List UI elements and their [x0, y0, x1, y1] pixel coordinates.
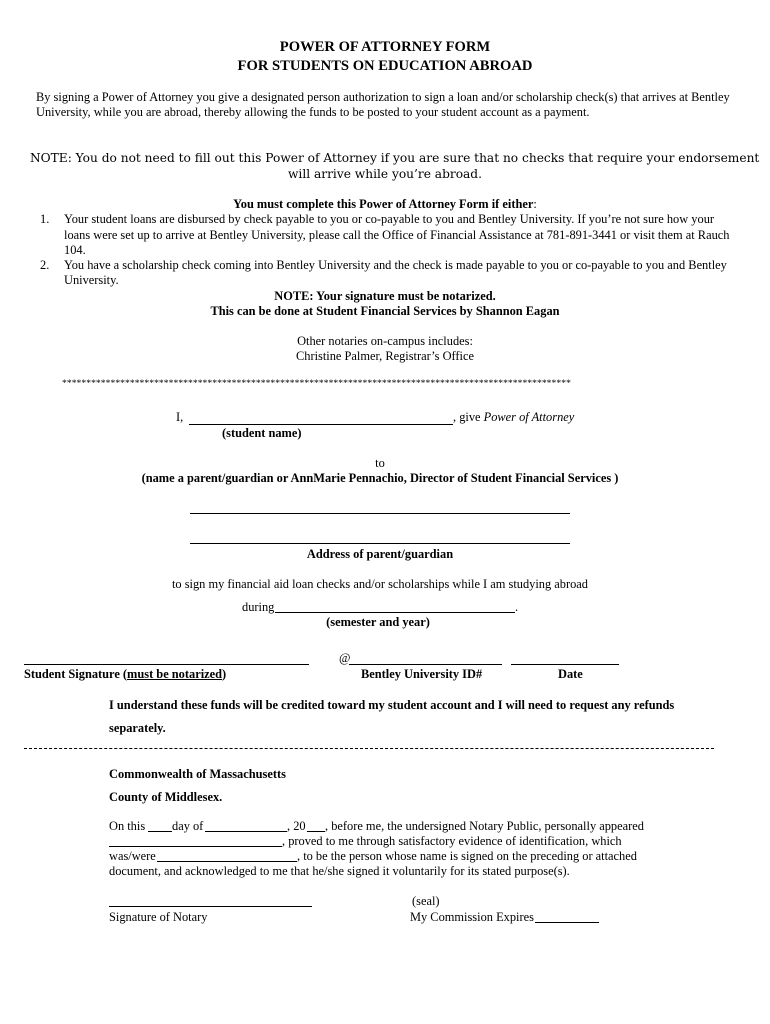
- semester-caption: (semester and year): [326, 615, 430, 629]
- must-complete-heading: [0, 197, 770, 212]
- note-text: : You do not need to fill out this Power of Attorney if you are sure that no checks that require your endorsement: [67, 151, 760, 165]
- list-number-1: 1.: [40, 212, 50, 226]
- list-item-1-line2: loans were set up to arrive at Bentley University, please call the Office of Financial Assistance at 781-891-3441 or visit them at Rauch: [64, 228, 730, 242]
- student-signature-text: Student Signature (: [24, 667, 128, 681]
- notary-day-field[interactable]: [148, 831, 172, 832]
- must-complete-heading-text: You must complete this Power of Attorney Form if either: [233, 197, 534, 211]
- student-name-field[interactable]: [189, 424, 453, 425]
- star-separator: *********************************************************************************************************: [62, 378, 571, 389]
- notary-month-field[interactable]: [205, 831, 287, 832]
- to-be-text: , to be the person whose name is signed on the preceding or attached: [297, 849, 637, 863]
- understand-line1: I understand these funds will be credited toward my student account and I will need to request any refunds: [109, 698, 675, 712]
- i-label: I,: [176, 410, 184, 424]
- must-complete-colon: :: [533, 197, 537, 211]
- date-field[interactable]: [511, 664, 619, 665]
- give-text: [453, 410, 574, 425]
- county-label: County of Middlesex.: [109, 790, 223, 804]
- parent-guardian-caption: (name a parent/guardian or AnnMarie Pennachio, Director of Student Financial Services ): [141, 471, 619, 485]
- student-name-caption: (student name): [222, 426, 302, 440]
- note-label: NOTE: [30, 151, 68, 165]
- give-label: , give: [453, 410, 484, 424]
- intro-line2: University, while you are abroad, thereby allowing the funds to be posted to your student account as a payment.: [36, 105, 590, 119]
- must-be-notarized-text: must be notarized: [127, 667, 223, 681]
- was-were-label: was/were: [109, 849, 156, 863]
- notary-signature-field[interactable]: [109, 906, 312, 907]
- student-signature-label: [24, 667, 226, 682]
- during-period: .: [515, 600, 519, 614]
- semester-year-field[interactable]: [275, 612, 515, 613]
- notarized-note-line1: NOTE: Your signature must be notarized.: [274, 289, 496, 303]
- sign-statement: to sign my financial aid loan checks and/or scholarships while I am studying abroad: [171, 577, 589, 591]
- student-id-label: Bentley University ID#: [361, 667, 483, 681]
- notary-signature-label: Signature of Notary: [109, 910, 208, 924]
- list-number-2: 2.: [40, 258, 50, 272]
- parent-address-field[interactable]: [190, 543, 570, 544]
- other-notaries-line2: Christine Palmer, Registrar’s Office: [296, 349, 474, 363]
- list-item-1-line1: Your student loans are disbursed by check payable to you or co-payable to you and Bentley University. If you’re not sure how your: [64, 212, 715, 226]
- before-me-text: , before me, the undersigned Notary Public, personally appeared: [325, 819, 644, 833]
- commonwealth-label: Commonwealth of Massachusetts: [109, 767, 286, 781]
- other-notaries-line1: Other notaries on-campus includes:: [297, 334, 473, 348]
- document-statement: document, and acknowledged to me that he/she signed it voluntarily for its stated purpose(s).: [109, 864, 570, 878]
- address-caption: Address of parent/guardian: [306, 547, 454, 561]
- date-label: Date: [558, 667, 583, 681]
- form-title-line1: POWER OF ATTORNEY FORM: [279, 39, 491, 55]
- parent-name-field[interactable]: [190, 513, 570, 514]
- note-line1: [30, 151, 759, 166]
- identification-field[interactable]: [157, 861, 297, 862]
- commission-expires-field[interactable]: [535, 922, 599, 923]
- student-id-field[interactable]: [349, 664, 502, 665]
- during-label: during: [242, 600, 275, 614]
- dashed-separator: [24, 748, 714, 749]
- list-item-2-line2: University.: [64, 273, 119, 287]
- form-title-line2: FOR STUDENTS ON EDUCATION ABROAD: [237, 58, 533, 74]
- power-of-attorney-text: Power of Attorney: [483, 410, 575, 424]
- list-item-1-line3: 104.: [64, 243, 86, 257]
- note-line2: will arrive while you’re abroad.: [288, 167, 482, 181]
- list-item-2-line1: You have a scholarship check coming into Bentley University and the check is made payable to you or co-payable to you and Bentley: [64, 258, 727, 272]
- notarized-note-line2: This can be done at Student Financial Services by Shannon Eagan: [210, 304, 560, 318]
- intro-line1: By signing a Power of Attorney you give a designated person authorization to sign a loan and/or scholarship check(s) that arrives at Bentley: [36, 90, 730, 104]
- proved-text: , proved to me through satisfactory evidence of identification, which: [282, 834, 622, 848]
- appeared-name-field[interactable]: [109, 846, 282, 847]
- day-of-label: day of: [172, 819, 204, 833]
- at-symbol: @: [339, 651, 351, 665]
- student-signature-field[interactable]: [24, 664, 309, 665]
- on-this-label: On this: [109, 819, 146, 833]
- seal-label: (seal): [412, 894, 440, 908]
- twenty-label: , 20: [287, 819, 306, 833]
- to-text: to: [375, 456, 385, 470]
- understand-line2: separately.: [109, 721, 166, 735]
- notary-year-field[interactable]: [307, 831, 325, 832]
- close-paren: ): [222, 667, 227, 681]
- commission-expires-label: My Commission Expires: [410, 910, 534, 924]
